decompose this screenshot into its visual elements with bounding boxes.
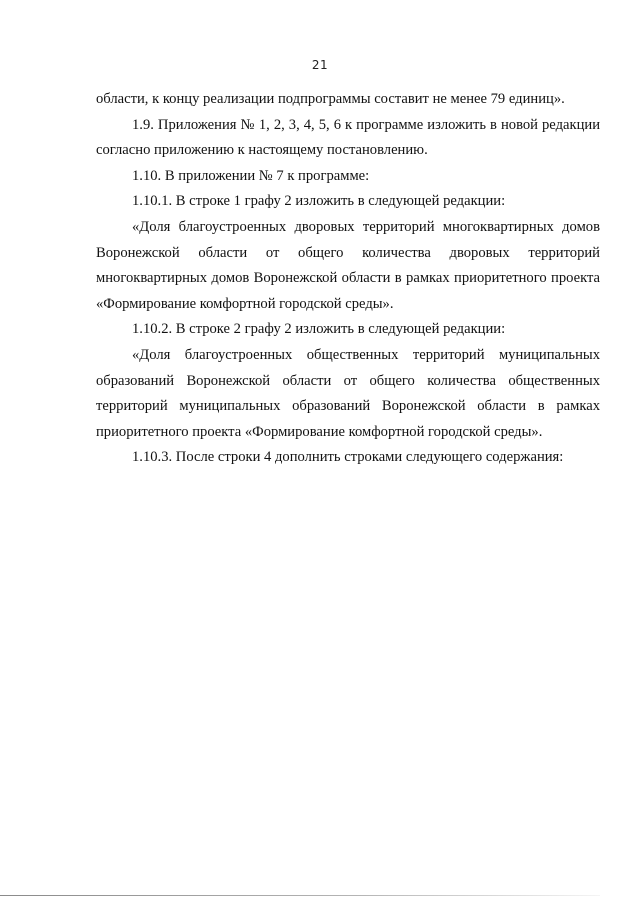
document-body: [96, 87, 600, 471]
paragraph-1-10-2: 1.10.2. В строке 2 графу 2 изложить в следующей редакции:: [132, 321, 506, 338]
quote-public-territories: «Доля благоустроенных общественных территорий муниципальных образований Воронежской области от общего количества общественных территорий муниципальных образований Воронежской области в рамках приоритетного проекта «Формирование комфортной городской среды».: [96, 346, 600, 440]
paragraph-1-9: 1.9. Приложения № 1, 2, 3, 4, 5, 6 к программе изложить в новой редакции согласно приложению к настоящему постановлению.: [96, 116, 600, 159]
page-number: 21: [311, 58, 329, 72]
paragraph-1-10: 1.10. В приложении № 7 к программе:: [132, 167, 370, 184]
paragraph-1-10-3: 1.10.3. После строки 4 дополнить строками следующего содержания:: [132, 449, 564, 466]
quote-yard-territories: «Доля благоустроенных дворовых территорий многоквартирных домов Воронежской области от общего количества дворовых территорий многоквартирных домов Воронежской области в рамках приоритетного проекта «Формирование комфортной городской среды».: [96, 218, 600, 312]
scan-edge-line: [0, 895, 600, 896]
paragraph-continuation: области, к концу реализации подпрограммы составит не менее 79 единиц».: [96, 91, 565, 107]
paragraph-1-10-1: 1.10.1. В строке 1 графу 2 изложить в следующей редакции:: [132, 193, 506, 210]
